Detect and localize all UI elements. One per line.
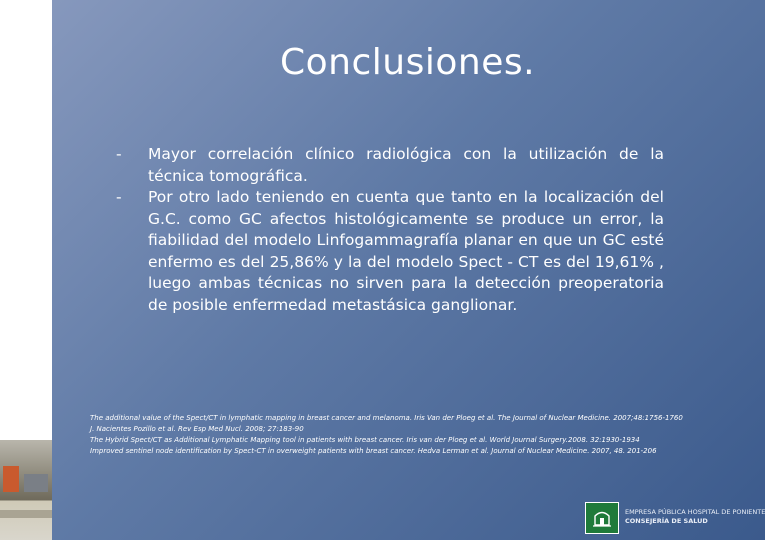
bullet-marker: - xyxy=(116,188,122,206)
building-photo xyxy=(0,440,52,540)
bullet-marker: - xyxy=(116,145,122,163)
logo-text xyxy=(625,508,765,526)
logo-line-consejeria: CONSEJERÍA DE SALUD xyxy=(625,517,708,525)
bullet-list xyxy=(112,144,664,316)
photo-building-facade xyxy=(3,466,19,492)
references xyxy=(90,413,710,457)
bullet-item xyxy=(112,144,664,187)
bullet-item xyxy=(112,187,664,316)
reference-item: Improved sentinel node identification by Spect-CT in overweight patients with breast cancer. Hedva Lerman et al. Journal of Nuclear Medicine. 2007, 48. 201-206 xyxy=(90,447,657,455)
bullet-text: Mayor correlación clínico radiológica con la utilización de la técnica tomográfica. xyxy=(148,145,664,185)
reference-item: J. Nacientes Pozillo et al. Rev Esp Med Nucl. 2008; 27:183-90 xyxy=(90,425,304,433)
reference-item: The Hybrid Spect/CT as Additional Lymphatic Mapping tool in patients with breast cancer. Iris van der Ploeg et al. World Journal Surgery.2008. 32:1930-1934 xyxy=(90,436,640,444)
slide-title: Conclusiones. xyxy=(280,42,536,83)
logo-line-hospital: EMPRESA PÚBLICA HOSPITAL DE PONIENTE xyxy=(625,508,765,516)
institution-logo xyxy=(585,498,765,540)
junta-andalucia-emblem-icon xyxy=(585,502,619,534)
photo-ground xyxy=(0,510,52,518)
reference-item: The additional value of the Spect/CT in lymphatic mapping in breast cancer and melanoma. Iris Van der Ploeg et al. The Journal of Nuclear Medicine. 2007;48:1756-1760 xyxy=(90,414,683,422)
bullet-text: Por otro lado teniendo en cuenta que tanto en la localización del G.C. como GC afectos histológicamente se produce un error, la fiabilidad del modelo Linfogammagrafía planar en que un GC esté enfermo es del 25,86% y la del modelo Spect - CT es del 19,61% , luego ambas técnicas no sirven para la detección preoperatoria de posible enfermedad metastásica ganglionar. xyxy=(148,188,664,314)
photo-building-wing xyxy=(24,474,48,492)
side-strip xyxy=(0,0,52,540)
